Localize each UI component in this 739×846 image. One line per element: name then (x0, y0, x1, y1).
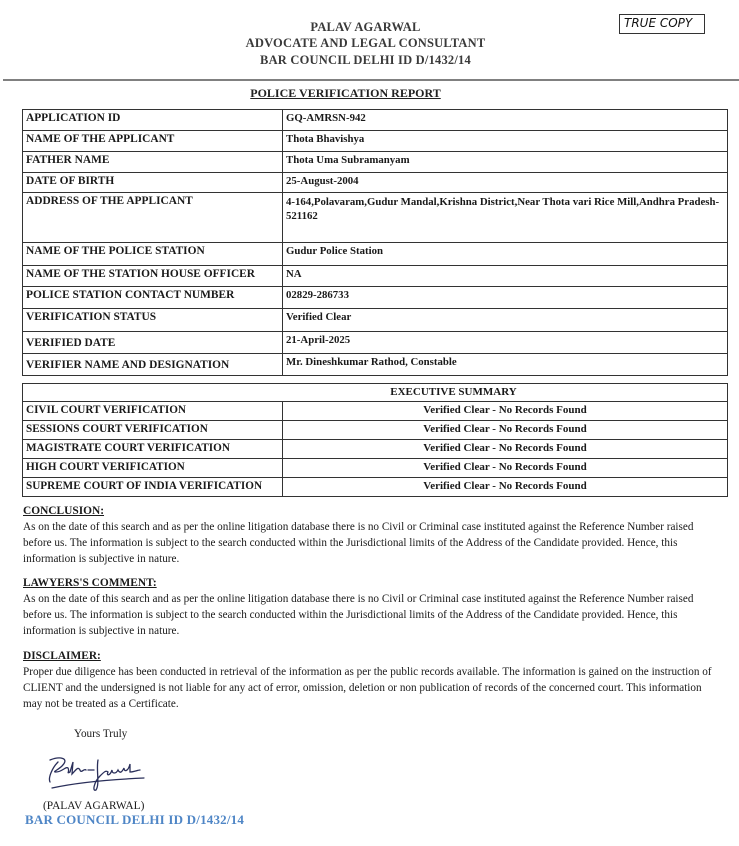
table-row (23, 193, 728, 243)
disclaimer-body: Proper due diligence has been conducted in retrieval of the information as per the public records available. The information is gained on the instruction of CLIENT and the undersigned is not liable for any act of error, omission, deletion or non publication of records of the concerned court. This information may not be treated as a Certificate. (23, 666, 712, 710)
row-value: GQ-AMRSN-942 (283, 110, 728, 131)
table-row (23, 173, 728, 193)
conclusion-body: As on the date of this search and as per the online litigation database there is no Civil or Criminal case instituted against the Reference Number raised before us. The information is subject to the search conducted within the Jurisdictional limits of the Address of the Candidate provided. Hence, this information is subjective in nature. (23, 521, 694, 565)
row-label: VERIFICATION STATUS (23, 309, 283, 332)
table-row (23, 110, 728, 131)
row-value: 02829-286733 (283, 287, 728, 309)
summary-header-row (23, 384, 728, 402)
disclaimer-title: DISCLAIMER: (23, 650, 101, 662)
table-row (23, 152, 728, 173)
row-value: 21-April-2025 (283, 332, 728, 354)
row-label: DATE OF BIRTH (23, 173, 283, 193)
signer-name: (PALAV AGARWAL) (43, 800, 145, 812)
row-label: VERIFIER NAME AND DESIGNATION (23, 354, 283, 376)
row-label: ADDRESS OF THE APPLICANT (23, 193, 283, 243)
row-value: 25-August-2004 (283, 173, 728, 193)
table-row (23, 478, 728, 497)
lawyers-comment-body: As on the date of this search and as per the online litigation database there is no Civil or Criminal case instituted against the Reference Number raised before us. The information is subject to the search conducted within the Jurisdictional limits of the Address of the Candidate provided. Hence, this information is subjective in nature. (23, 593, 694, 637)
court-label: CIVIL COURT VERIFICATION (23, 402, 283, 421)
conclusion-title: CONCLUSION: (23, 505, 105, 517)
table-row (23, 266, 728, 287)
court-result: Verified Clear - No Records Found (283, 459, 728, 478)
table-row (23, 421, 728, 440)
closing-salutation: Yours Truly (74, 728, 128, 740)
row-label: NAME OF THE POLICE STATION (23, 243, 283, 266)
row-value: Thota Uma Subramanyam (283, 152, 728, 173)
table-row (23, 131, 728, 152)
verification-details-table (22, 109, 728, 376)
disclaimer-section (23, 650, 713, 712)
advocate-bar-id: BAR COUNCIL DELHI ID D/1432/14 (260, 53, 471, 67)
conclusion-section (23, 505, 713, 567)
table-row (23, 287, 728, 309)
court-result: Verified Clear - No Records Found (283, 421, 728, 440)
court-label: HIGH COURT VERIFICATION (23, 459, 283, 478)
court-result: Verified Clear - No Records Found (283, 440, 728, 459)
row-label: NAME OF THE APPLICANT (23, 131, 283, 152)
row-label: POLICE STATION CONTACT NUMBER (23, 287, 283, 309)
lawyers-comment-title: LAWYERS'S COMMENT: (23, 577, 157, 589)
lawyers-comment-section (23, 577, 713, 639)
executive-summary-table (22, 383, 728, 497)
true-copy-stamp: TRUE COPY (619, 14, 705, 34)
row-value: Gudur Police Station (283, 243, 728, 266)
table-row (23, 459, 728, 478)
court-result: Verified Clear - No Records Found (283, 402, 728, 421)
table-row (23, 243, 728, 266)
report-title: POLICE VERIFICATION REPORT (250, 86, 441, 100)
court-label: SUPREME COURT OF INDIA VERIFICATION (23, 478, 283, 497)
row-label: APPLICATION ID (23, 110, 283, 131)
row-value: NA (283, 266, 728, 287)
row-value: Verified Clear (283, 309, 728, 332)
signer-bar-id: BAR COUNCIL DELHI ID D/1432/14 (25, 812, 245, 827)
table-row (23, 402, 728, 421)
row-value: Thota Bhavishya (283, 131, 728, 152)
court-result: Verified Clear - No Records Found (283, 478, 728, 497)
table-row (23, 332, 728, 354)
row-label: VERIFIED DATE (23, 332, 283, 354)
table-row (23, 309, 728, 332)
signature-icon (40, 748, 150, 796)
row-value: Mr. Dineshkumar Rathod, Constable (283, 354, 728, 376)
header-divider (3, 79, 739, 81)
advocate-role: ADVOCATE AND LEGAL CONSULTANT (245, 36, 486, 50)
row-label: NAME OF THE STATION HOUSE OFFICER (23, 266, 283, 287)
executive-summary-title: EXECUTIVE SUMMARY (23, 384, 728, 402)
table-row (23, 440, 728, 459)
table-row (23, 354, 728, 376)
court-label: MAGISTRATE COURT VERIFICATION (23, 440, 283, 459)
row-value: 4-164,Polavaram,Gudur Mandal,Krishna District,Near Thota vari Rice Mill,Andhra Pradesh-521162 (283, 193, 728, 243)
row-label: FATHER NAME (23, 152, 283, 173)
court-label: SESSIONS COURT VERIFICATION (23, 421, 283, 440)
advocate-name: PALAV AGARWAL (310, 20, 421, 34)
